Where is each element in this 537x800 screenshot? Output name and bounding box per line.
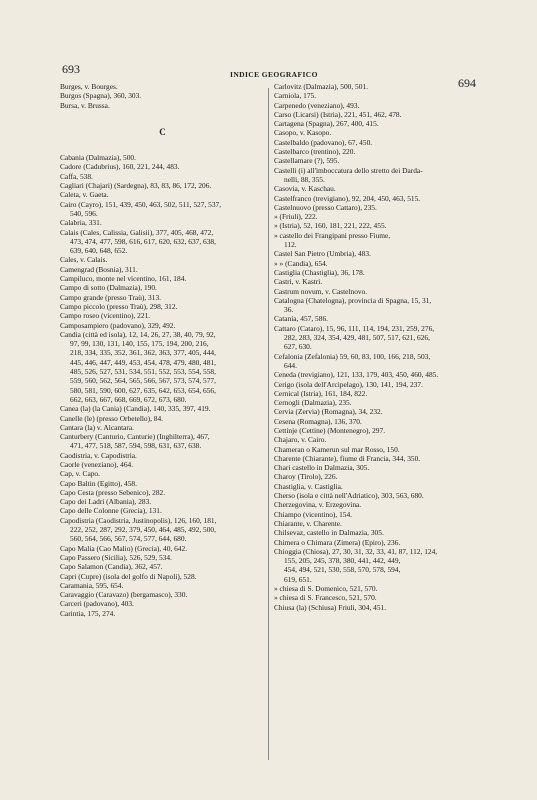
- index-entry: Capo Salamon (Candia), 362, 457.: [60, 562, 163, 572]
- index-entry: 36.: [284, 305, 294, 315]
- index-entry: Castelli (i) all'imboccatura dello stretto dei Darda-: [274, 165, 423, 175]
- index-entry: Canturbery (Canturio, Canturie) (Inghilterra), 467,: [60, 432, 210, 442]
- index-entry: Campiluco, monte nel vicentino, 161, 184.: [60, 274, 187, 284]
- index-entry: Campo di sotto (Dalmazia), 190.: [60, 283, 157, 293]
- index-entry: Canelle (le) (presso Orbetello), 84.: [60, 413, 164, 423]
- index-entry: 112.: [284, 240, 297, 250]
- index-entry: 639, 640, 648, 652.: [70, 246, 128, 256]
- index-entry: Campo roseo (vicentino), 221.: [60, 311, 151, 321]
- index-entry: Cairo (Cayro), 151, 439, 450, 463, 502, 511, 527, 537,: [60, 199, 222, 209]
- index-entry: Cernogli (Dalmazia), 235.: [274, 398, 352, 408]
- index-entry: Chioggia (Chiosa), 27, 30, 31, 32, 33, 41, 87, 112, 124,: [274, 546, 438, 556]
- index-entry: Caorle (veneziano), 464.: [60, 459, 134, 469]
- index-entry: 540, 596.: [70, 208, 98, 218]
- index-entry: Candia (città ed isola), 12, 14, 26, 27, 38, 40, 79, 92,: [60, 329, 216, 339]
- index-entry: 559, 560, 562, 564, 565, 566, 567, 573, 574, 577,: [70, 376, 216, 386]
- index-entry: Charente (Chiarante), fiume di Francia, 344, 350.: [274, 453, 421, 463]
- index-entry: Castri, v. Kastri.: [274, 277, 323, 287]
- index-entry: Calais (Cales, Calissia, Galisii), 377, 405, 468, 472,: [60, 227, 214, 237]
- index-entry: Campo grande (presso Traù), 313.: [60, 292, 161, 302]
- index-entry: Castelbaldo (padovano), 67, 450.: [274, 137, 373, 147]
- index-entry: Cesena (Romagna), 136, 370.: [274, 416, 362, 426]
- index-entry: 580, 581, 590, 600, 627, 635, 642, 653, 654, 656,: [70, 385, 216, 395]
- index-entry: 282, 283, 324, 354, 429, 481, 507, 517, 621, 626,: [284, 333, 430, 343]
- index-entry: 644.: [284, 360, 297, 370]
- index-entry: Burges, v. Bourges.: [60, 82, 118, 91]
- index-entry: Chiampo (vicentino), 154.: [274, 509, 352, 519]
- index-entry: Chimera o Chimara (Zimera) (Epiro), 236.: [274, 537, 401, 547]
- index-entry: Camposampiero (padovano), 329, 492.: [60, 320, 176, 330]
- index-entry: » chiesa di S. Domenico, 521, 570.: [274, 584, 378, 594]
- index-entry: » chiesa di S. Francesco, 521, 570.: [274, 593, 377, 603]
- index-entry: 619, 651.: [284, 574, 312, 584]
- index-entry: Capo Malia (Cao Malio) (Grecia), 40, 642.: [60, 543, 188, 553]
- index-entry: Cadore (Cadubrius), 160, 221, 244, 483.: [60, 162, 180, 172]
- index-entry: Chajaro, v. Cairo.: [274, 435, 327, 445]
- index-entry: Capo Passero (Sicilia), 526, 529, 534.: [60, 552, 172, 562]
- index-entry: Caramania, 595, 654.: [60, 580, 124, 590]
- index-entry: Ceneda (trevigiano), 121, 133, 179, 403, 450, 460, 485.: [274, 370, 439, 380]
- index-entry: Cagliari (Chajari) (Sardegna), 83, 83, 86, 172, 206.: [60, 181, 212, 191]
- index-entry: Capo Baltin (Egitto), 458.: [60, 478, 137, 488]
- index-entry: 627, 630.: [284, 342, 312, 352]
- index-entry: Chiusa (la) (Schiusa) Friuli, 304, 451.: [274, 602, 387, 612]
- index-entry: Castelbarco (trentino), 220.: [274, 147, 356, 157]
- index-entry: Chameran o Kamerun sul mar Rosso, 150.: [274, 444, 400, 454]
- index-entry: Cantara (la) v. Alcantara.: [60, 422, 135, 432]
- running-title: INDICE GEOGRAFICO: [230, 70, 318, 79]
- index-entry: 471, 477, 518, 587, 594, 598, 631, 637, 638.: [70, 441, 202, 451]
- index-entry: Castrum novum, v. Castelnovo.: [274, 286, 368, 296]
- index-entry: Cefalonia (Zefalonia) 59, 60, 83, 100, 166, 218, 503,: [274, 351, 431, 361]
- index-entry: Castiglia (Chastiglia), 36, 178.: [274, 267, 365, 277]
- index-entry: Calabria, 331.: [60, 218, 102, 228]
- index-entry: » (Istria), 52, 160, 181, 221, 222, 455.: [274, 221, 387, 231]
- index-entry: Caravaggio (Caravazo) (bergamasco), 330.: [60, 590, 188, 600]
- index-entry: Cettinje (Cettine) (Montenegro), 297.: [274, 425, 386, 435]
- index-entry: Carniola, 175.: [274, 91, 317, 101]
- index-entry: Castelfranco (trevigiano), 92, 204, 450, 463, 515.: [274, 193, 421, 203]
- index-entry: Carceri (padovano), 403.: [60, 599, 134, 609]
- index-entry: Caodistria, v. Capodistria.: [60, 450, 137, 460]
- index-entry: Catania, 457, 586.: [274, 314, 328, 324]
- index-entry: Castelnuovo (presso Cattaro), 235.: [274, 202, 377, 212]
- index-entry: Cattaro (Cataro), 15, 96, 111, 114, 194, 231, 259, 276,: [274, 323, 435, 333]
- index-entry: 485, 526, 527, 531, 534, 551, 552, 553, 554, 558,: [70, 367, 216, 377]
- index-entry: » » (Candia), 654.: [274, 258, 328, 268]
- index-entry: 560, 564, 566, 567, 574, 577, 644, 680.: [70, 534, 187, 544]
- index-entry: Canea (la) (la Cania) (Candia), 140, 335, 397, 419.: [60, 404, 211, 414]
- index-entry: Cerigo (isola dell'Arcipelago), 130, 141, 194, 237.: [274, 379, 423, 389]
- index-entry: 218, 334, 335, 352, 361, 362, 363, 377, 405, 444,: [70, 348, 216, 358]
- index-entry: Carpenedo (veneziano), 493.: [274, 100, 360, 110]
- index-entry: Carso (Licarsi) (Istria), 221, 451, 462, 478.: [274, 109, 402, 119]
- index-entry: Carlovitz (Dalmazia), 500, 501.: [274, 82, 368, 91]
- index-entry: 155, 205, 245, 378, 380, 441, 442, 449,: [284, 556, 401, 566]
- index-entry: Caffa, 538.: [60, 171, 93, 181]
- index-entry: Catalogna (Chatelogna), provincia di Spagna, 15, 31,: [274, 295, 432, 305]
- index-entry: Cales, v. Calais.: [60, 255, 108, 265]
- index-entry: Cernical (Istria), 161, 184, 822.: [274, 388, 368, 398]
- index-entry: 97, 99, 130, 131, 140, 155, 175, 194, 200, 216,: [70, 339, 209, 349]
- index-entry: Capo dei Ladri (Albania), 283.: [60, 497, 152, 507]
- index-entry: » (Friuli), 222.: [274, 212, 318, 222]
- index-entry: 222, 252, 287, 292, 379, 450, 464, 485, 492, 500,: [70, 525, 216, 535]
- index-entry: 454, 494, 521, 530, 558, 570, 578, 594,: [284, 565, 401, 575]
- index-entry: Bursa, v. Brussa.: [60, 100, 110, 110]
- index-entry: Cervia (Zervia) (Romagna), 34, 232.: [274, 407, 383, 417]
- index-entry: Capodistria (Caodistria, Justinopolis), 126, 160, 181,: [60, 515, 217, 525]
- index-column-left: [60, 82, 265, 618]
- column-divider: [268, 88, 269, 760]
- index-entry: 445, 446, 447, 449, 453, 454, 478, 479, 480, 481,: [70, 357, 216, 367]
- index-entry: Carintia, 175, 274.: [60, 608, 116, 618]
- index-entry: Casovia, v. Kaschau.: [274, 184, 336, 194]
- page-number-right: 694: [458, 76, 476, 90]
- index-entry: Cherso (isola e città nell'Adriatico), 303, 563, 680.: [274, 491, 424, 501]
- index-entry: Capo Cesta (presso Sebenico), 282.: [60, 487, 166, 497]
- index-entry: Camengrad (Bosnia), 311.: [60, 264, 138, 274]
- index-entry: Castellamare (?), 595.: [274, 156, 340, 166]
- index-entry: Capo delle Colonne (Grecia), 131.: [60, 506, 162, 516]
- index-column-right: [274, 82, 479, 612]
- index-entry: Campo piccolo (presso Traù), 298, 312.: [60, 301, 178, 311]
- index-entry: » castello dei Frangipani presso Fiume,: [274, 230, 391, 240]
- index-entry: nelli, 88, 355.: [284, 174, 325, 184]
- index-entry: Burgos (Spagna), 360, 303.: [60, 91, 142, 101]
- index-entry: Cap, v. Capo.: [60, 469, 100, 479]
- index-entry: Cartagena (Spagna), 267, 400, 415.: [274, 119, 379, 129]
- index-entry: Chiarante, v. Charente.: [274, 518, 342, 528]
- index-entry: Chilsevaz, castello in Dalmazia, 305.: [274, 528, 384, 538]
- index-entry: Chari castello in Dalmazia, 305.: [274, 463, 370, 473]
- page-number-left: 693: [62, 62, 80, 76]
- index-entry: Cabania (Dalmazia), 500.: [60, 153, 136, 163]
- index-entry: Capri (Cupre) (isola del golfo di Napoli), 528.: [60, 571, 197, 581]
- index-entry: Cherzegovina, v. Erzegovina.: [274, 500, 362, 510]
- index-entry: 473, 474, 477, 598, 616, 617, 620, 632, 637, 638,: [70, 236, 216, 246]
- index-entry: Casopo, v. Kasopo.: [274, 128, 332, 138]
- index-entry: Charoy (Tirolo), 226.: [274, 472, 338, 482]
- index-entry: 662, 663, 667, 668, 669, 672, 673, 680.: [70, 394, 187, 404]
- section-letter: C: [159, 126, 166, 137]
- index-entry: Chastiglia, v. Castiglia.: [274, 481, 343, 491]
- index-entry: Castel San Pietro (Umbria), 483.: [274, 249, 371, 259]
- index-entry: Caleta, v. Gaeta.: [60, 190, 109, 200]
